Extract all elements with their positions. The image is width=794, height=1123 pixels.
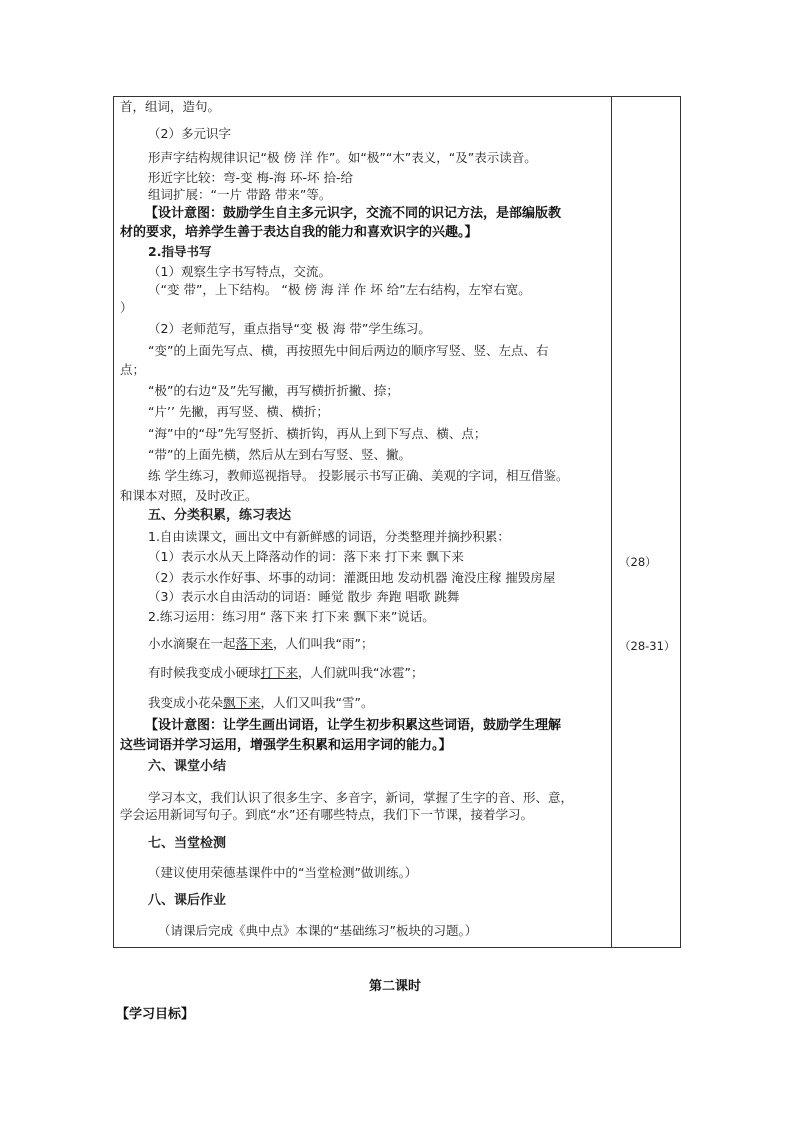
text-line: 和课本对照，及时改正。 (120, 488, 258, 503)
lesson-plan-table (113, 96, 681, 948)
underlined-word: 打下来 (260, 665, 299, 680)
text-line: 形声字结构规律识记“极 傍 洋 作”。如“极”“木”表义，“及”表示读音。 (148, 150, 537, 165)
text-line: （2）多元识字 (148, 126, 231, 141)
text-line: （3）表示水自由活动的词语：睡觉 散步 奔跑 唱歌 跳舞 (148, 589, 460, 604)
table-column-divider (611, 97, 612, 947)
text-line: 六、课堂小结 (148, 759, 227, 774)
lesson-title: 第二课时 (369, 979, 422, 994)
example-sentence (114, 665, 645, 681)
text-line: 学会运用新词写句子。到底“水”还有哪些特点，我们下一节课，接着学习。 (120, 807, 533, 822)
text-line: 点； (120, 362, 146, 377)
text-line: 这些词语并学习运用，增强学生积累和运用字词的能力。】 (120, 738, 452, 753)
text-line: “极”的右边“及”先写撇，再写横折折撇、捺； (148, 383, 399, 398)
text-line: 五、分类积累，练习表达 (148, 508, 292, 523)
text-line: “变”的上面先写点、横，再按照先中间后两边的顺序写竖、竖、左点、右 (148, 343, 549, 358)
text-line: 学习本文，我们认识了很多生字、多音字，新词，掌握了生字的音、形、意， (148, 790, 574, 805)
text-line: “片’’ 先撇，再写竖、横、横折； (148, 404, 329, 419)
sentence-text: 有时候我变成小硬球 (148, 665, 261, 680)
text-line: ） (120, 300, 133, 315)
text-line: （请课后完成《典中点》本课的“基础练习”板块的习题。） (158, 923, 478, 938)
sentence-text: 我变成小花朵 (148, 695, 224, 710)
sentence-text: 小水滴聚在一起 (148, 636, 236, 651)
sentence-text: ，人们又叫我“雪”。 (260, 695, 374, 710)
text-line: 八、课后作业 (148, 893, 227, 908)
text-line: “带”的上面先横，然后从左到右写竖、竖、撇。 (148, 447, 411, 462)
text-line: （2）老师范写，重点指导“变 极 海 带”学生练习。 (148, 321, 431, 336)
text-line: 2.练习运用：练习用“ 落下来 打下来 飘下来”说话。 (148, 609, 435, 624)
text-line: 组词扩展：“一片 带路 带来”等。 (148, 187, 332, 202)
example-sentence (114, 636, 645, 652)
text-line: （建议使用荣德基课件中的“当堂检测”做训练。） (148, 865, 418, 880)
text-line: 七、当堂检测 (148, 836, 227, 851)
sentence-text: ，人们就叫我“冰雹”； (298, 665, 424, 680)
text-line: （“变 带”，上下结构。 “极 傍 海 洋 作 坏 给”左右结构，左窄右宽。 (148, 282, 531, 297)
text-line: 材的要求，培养学生善于表达自我的能力和喜欢识字的兴趣。】 (120, 225, 478, 240)
text-line: 2.指导书写 (148, 244, 212, 259)
text-line: 1.自由读课文，画出文中有新鲜感的词语，分类整理并摘抄积累： (148, 529, 510, 544)
text-line: （1）表示水从天上降落动作的词：落下来 打下来 飘下来 (148, 549, 464, 564)
page-reference: （28） (619, 555, 657, 569)
text-line: 形近字比较：弯-变 梅-海 环-坏 拾-给 (148, 170, 353, 185)
text-line: 首，组词，造句。 (120, 99, 221, 114)
sentence-text: ，人们叫我“雨”； (273, 636, 374, 651)
page-reference: （28-31） (619, 639, 676, 653)
underlined-word: 落下来 (235, 636, 274, 651)
text-line: （2）表示水作好事、坏事的动词：灌溉田地 发动机器 淹没庄稼 摧毁房屋 (148, 570, 556, 585)
text-line: “海”中的“母”先写竖折、横折钩，再从上到下写点、横、点； (148, 426, 487, 441)
text-line: 【设计意图：让学生画出词语，让学生初步积累这些词语，鼓励学生理解 (145, 718, 562, 733)
text-line: （1）观察生字书写特点，交流。 (148, 264, 331, 279)
section-label-learning-objectives: 【学习目标】 (116, 1007, 195, 1022)
underlined-word: 飘下来 (223, 695, 261, 710)
text-line: 【设计意图：鼓励学生自主多元识字，交流不同的识记方法，是部编版教 (145, 206, 562, 221)
example-sentence (114, 695, 645, 711)
text-line: 练 学生练习，教师巡视指导。 投影展示书写正确、美观的字词，相互借鉴。 (148, 468, 569, 483)
